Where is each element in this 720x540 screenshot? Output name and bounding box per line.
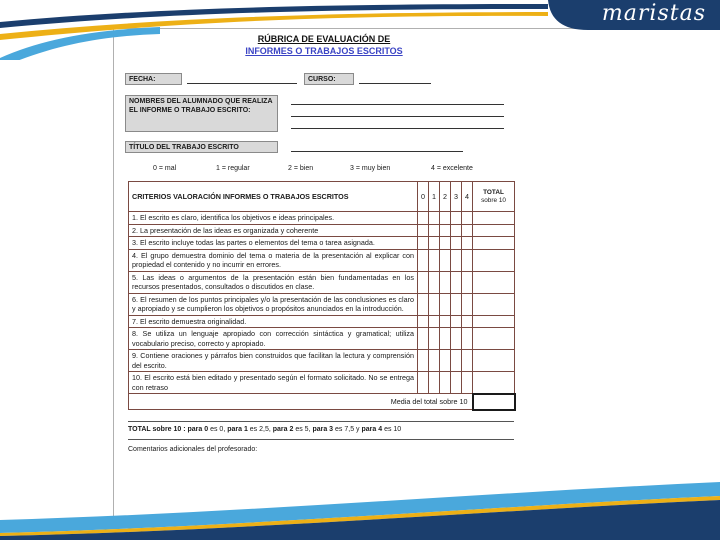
criterion-text: 5. Las ideas o argumentos de la presentación están bien fundamentadas en los recursos presentados, consultados o discutidos en clase. <box>129 271 418 293</box>
total-col-header <box>473 182 515 212</box>
score-cell <box>462 328 473 350</box>
score-cell <box>440 293 451 315</box>
score-cell <box>462 212 473 225</box>
row-total-cell <box>473 328 515 350</box>
score-cell <box>451 249 462 271</box>
score-cell <box>451 350 462 372</box>
maristas-logo: maristas <box>601 1 706 26</box>
nombres-blank-line <box>291 117 504 129</box>
nombres-blank-line <box>291 93 504 105</box>
nombres-label: NOMBRES DEL ALUMNADO QUE REALIZA EL INFORME O TRABAJO ESCRITO: <box>125 95 278 132</box>
score-cell <box>440 212 451 225</box>
scale-item: 3 = muy bien <box>350 165 391 172</box>
score-cell <box>418 315 429 328</box>
table-row <box>129 212 515 225</box>
divider <box>128 439 514 440</box>
score-cell <box>418 350 429 372</box>
score-cell <box>429 315 440 328</box>
score-col-header: 3 <box>451 182 462 212</box>
bottom-decoration <box>0 470 720 540</box>
score-cell <box>429 293 440 315</box>
score-col-header: 0 <box>418 182 429 212</box>
title-line1: RÚBRICA DE EVALUACIÓN DE <box>257 34 391 44</box>
rubric-page <box>113 28 700 522</box>
fecha-label: FECHA: <box>125 73 182 85</box>
score-cell <box>451 315 462 328</box>
title-line2: INFORMES O TRABAJOS ESCRITOS <box>245 46 403 56</box>
score-cell <box>462 315 473 328</box>
score-cell <box>429 328 440 350</box>
criterion-text: 4. El grupo demuestra dominio del tema o materia de la presentación al explicar con propiedad el contenido y no incurrir en errores. <box>129 249 418 271</box>
table-header-row <box>129 182 515 212</box>
score-cell <box>418 237 429 250</box>
table-block <box>128 181 514 453</box>
scale-item: 4 = excelente <box>431 165 473 172</box>
score-cell <box>440 224 451 237</box>
rubric-tbody <box>129 212 515 394</box>
score-cell <box>462 293 473 315</box>
table-row <box>129 372 515 394</box>
curso-label: CURSO: <box>304 73 354 85</box>
criterion-text: 9. Contiene oraciones y párrafos bien construidos que facilitan la lectura y comprensión del escrito. <box>129 350 418 372</box>
score-cell <box>451 212 462 225</box>
scale-item: 1 = regular <box>216 165 250 172</box>
titulo-blank-line <box>291 142 463 152</box>
row-total-cell <box>473 350 515 372</box>
row-total-cell <box>473 372 515 394</box>
divider <box>128 421 514 422</box>
scale-item: 2 = bien <box>288 165 314 172</box>
row-total-cell <box>473 293 515 315</box>
score-cell <box>462 249 473 271</box>
row-total-cell <box>473 315 515 328</box>
media-label: Media del total sobre 10 <box>129 394 473 410</box>
table-row <box>129 315 515 328</box>
criterion-text: 7. El escrito demuestra originalidad. <box>129 315 418 328</box>
score-cell <box>451 328 462 350</box>
score-cell <box>418 224 429 237</box>
nombres-blank-lines <box>291 93 504 129</box>
rubric-table <box>128 181 516 411</box>
criterion-text: 8. Se utiliza un lenguaje apropiado con corrección sintáctica y gramatical; utiliza vocabulario preciso, correcto y apropiado. <box>129 328 418 350</box>
score-cell <box>451 293 462 315</box>
criterion-text: 10. El escrito está bien editado y presentado según el formato solicitado. No se entrega con retraso <box>129 372 418 394</box>
score-cell <box>440 271 451 293</box>
score-cell <box>429 224 440 237</box>
media-total-box <box>473 394 515 410</box>
titulo-label: TÍTULO DEL TRABAJO ESCRITO <box>125 141 278 153</box>
nombres-blank-line <box>291 105 504 117</box>
score-cell <box>440 237 451 250</box>
score-cell <box>429 249 440 271</box>
score-cell <box>462 224 473 237</box>
score-cell <box>451 372 462 394</box>
score-cell <box>429 271 440 293</box>
total-header-line1: TOTAL <box>483 188 504 196</box>
media-row <box>129 394 515 410</box>
criteria-header: CRITERIOS VALORACIÓN INFORMES O TRABAJOS ESCRITOS <box>129 182 418 212</box>
table-row <box>129 249 515 271</box>
table-row <box>129 271 515 293</box>
row-total-cell <box>473 237 515 250</box>
score-cell <box>418 372 429 394</box>
row-total-cell <box>473 212 515 225</box>
score-cell <box>462 271 473 293</box>
score-cell <box>440 249 451 271</box>
row-total-cell <box>473 224 515 237</box>
table-row <box>129 350 515 372</box>
fecha-blank-line <box>187 73 297 84</box>
curso-blank-line <box>359 73 431 84</box>
score-cell <box>429 212 440 225</box>
total-header-line2: sobre 10 <box>481 196 506 204</box>
criterion-text: 2. La presentación de las ideas es organizada y coherente <box>129 224 418 237</box>
score-cell <box>440 372 451 394</box>
criterion-text: 6. El resumen de los puntos principales y/o la presentación de las conclusiones es claro y apropiado y se cumplieron los objetivos o propósitos anunciados en la introducción. <box>129 293 418 315</box>
score-cell <box>418 271 429 293</box>
score-cell <box>451 271 462 293</box>
table-row <box>129 237 515 250</box>
scale-item: 0 = mal <box>153 165 177 172</box>
score-cell <box>429 350 440 372</box>
score-cell <box>418 212 429 225</box>
table-row <box>129 224 515 237</box>
score-cell <box>418 328 429 350</box>
score-cell <box>418 249 429 271</box>
score-cell <box>451 224 462 237</box>
score-cell <box>440 350 451 372</box>
score-cell <box>418 293 429 315</box>
comments-label: Comentarios adicionales del profesorado: <box>128 445 258 453</box>
score-cell <box>462 372 473 394</box>
row-total-cell <box>473 249 515 271</box>
criterion-text: 3. El escrito incluye todas las partes o elementos del tema o tarea asignada. <box>129 237 418 250</box>
row-total-cell <box>473 271 515 293</box>
scale-legend <box>114 165 700 175</box>
score-cell <box>429 372 440 394</box>
total-note: TOTAL sobre 10 : para 0 es 0, para 1 es 2,5, para 2 es 5, para 3 es 7,5 y para 4 es 10 <box>128 425 402 433</box>
table-row <box>129 293 515 315</box>
score-cell <box>451 237 462 250</box>
score-cell <box>429 237 440 250</box>
score-col-header: 1 <box>429 182 440 212</box>
score-cell <box>440 315 451 328</box>
score-col-header: 4 <box>462 182 473 212</box>
table-row <box>129 328 515 350</box>
criterion-text: 1. El escrito es claro, identifica los objetivos e ideas principales. <box>129 212 418 225</box>
score-cell <box>462 350 473 372</box>
score-cell <box>440 328 451 350</box>
score-col-header: 2 <box>440 182 451 212</box>
score-cell <box>462 237 473 250</box>
